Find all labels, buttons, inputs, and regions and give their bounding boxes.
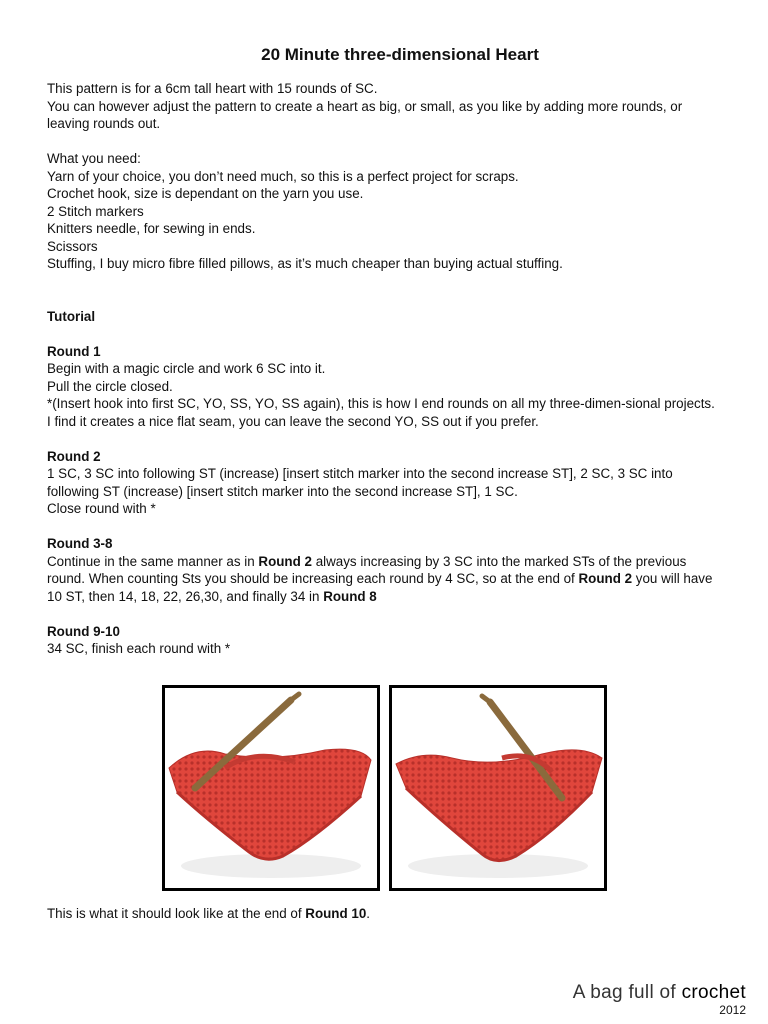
round-line: 1 SC, 3 SC into following ST (increase) [insert stitch marker into the second increase ST], 2 SC, 3 SC into following ST (increase) [insert stitch marker into the second increase ST], 1 SC. [47, 466, 673, 499]
caption-text: This is what it should look like at the end of [47, 906, 306, 921]
crochet-heart-image [392, 688, 604, 888]
footer-year: 2012 [719, 1003, 746, 1017]
materials-heading: What you need: [47, 151, 141, 166]
round-2-section [47, 448, 727, 518]
brand-logo [573, 983, 746, 1003]
tutorial-heading: Tutorial [47, 308, 96, 324]
round-line: Pull the circle closed. [47, 378, 173, 394]
caption-ref: Round 10 [305, 906, 367, 921]
round-heading: Round 1 [47, 343, 101, 359]
round-line: *(Insert hook into first SC, YO, SS, YO, SS again), this is how I end rounds on all my three-dimen-sional projects. [47, 396, 715, 411]
round-line: Begin with a magic circle and work 6 SC into it. [47, 361, 326, 376]
round-ref: Round 8 [323, 588, 377, 604]
round-text: you will have 10 ST, then 14, 18, 22, 26,30, and finally 34 in [47, 571, 713, 604]
materials-item: Yarn of your choice, you don’t need much, so this is a perfect project for scraps. [47, 168, 519, 184]
intro-line: You can however adjust the pattern to create a heart as big, or small, as you like by adding more rounds, or leaving rounds out. [47, 98, 683, 131]
materials-item: Crochet hook, size is dependant on the yarn you use. [47, 186, 364, 201]
materials-item: Knitters needle, for sewing in ends. [47, 221, 256, 236]
materials-item: Stuffing, I buy micro fibre filled pillows, as it’s much cheaper than buying actual stuffing. [47, 256, 563, 271]
materials-section [47, 150, 727, 273]
round-ref: Round 2 [258, 553, 312, 569]
materials-item: 2 Stitch markers [47, 203, 144, 219]
round-line: Close round with * [47, 501, 156, 516]
round-ref: Round 2 [578, 571, 633, 586]
round-heading: Round 2 [47, 448, 101, 464]
crochet-heart-image [165, 688, 377, 888]
intro-section [47, 80, 727, 133]
crochet-photo-left [162, 685, 380, 891]
round-3-8-section [47, 535, 727, 605]
round-text: Continue in the same manner as in [47, 553, 259, 569]
round-paragraph [47, 553, 727, 606]
photo-row [162, 685, 610, 891]
round-line: I find it creates a nice flat seam, you can leave the second YO, SS out if you prefer. [47, 413, 539, 429]
document-page [47, 44, 727, 658]
round-text: always increasing by 3 SC into the marked STs of the previous round. When counting Sts you should be increasing each round by 4 SC, so at the end of [47, 553, 687, 586]
materials-item: Scissors [47, 238, 98, 254]
footer-brand [573, 983, 746, 1017]
round-heading: Round 3-8 [47, 536, 113, 551]
round-9-10-section [47, 623, 727, 658]
brand-text: A bag full of [572, 982, 682, 1003]
round-line: 34 SC, finish each round with * [47, 641, 231, 656]
round-heading: Round 9-10 [47, 623, 120, 639]
caption-end: . [366, 906, 371, 921]
crochet-photo-right [389, 685, 607, 891]
intro-line: This pattern is for a 6cm tall heart with 15 rounds of SC. [47, 81, 378, 96]
photo-caption [47, 905, 370, 923]
brand-text-strong: crochet [681, 982, 746, 1003]
round-1-section [47, 343, 727, 431]
page-title: 20 Minute three-dimensional Heart [261, 45, 539, 64]
